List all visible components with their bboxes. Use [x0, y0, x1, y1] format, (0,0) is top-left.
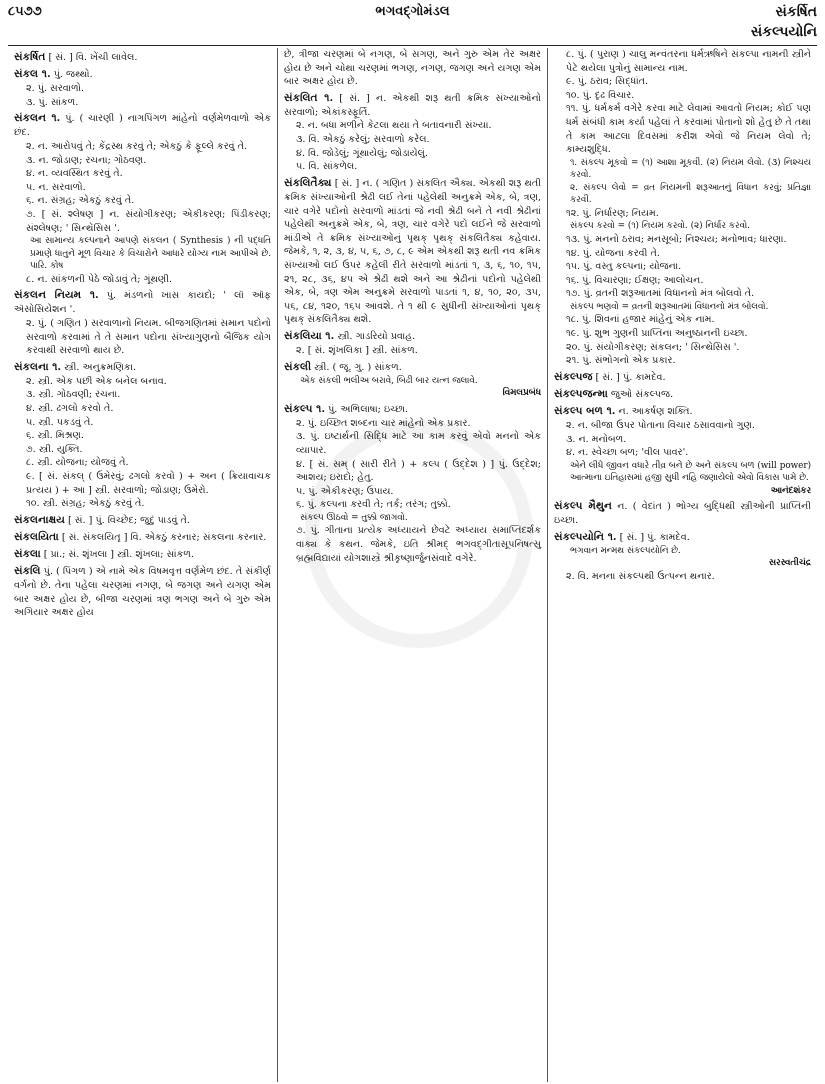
entry-text: [ સં. ] પું. કામદેવ. [592, 371, 666, 383]
entry-text: ૪. [ સં. સમ્ ( સારી રીતે ) + કલ્પ ( ઉદ્દેશ ) ] પું. ઉદ્દેશ; આશય; ઇરાદો; હેતુ. [296, 458, 541, 484]
entry-text: [ સં. ] ન. ( ગણિત ) સંકલિત ઐક્ય. એકથી શરૂ થતી ક્રમિક સંખ્યાઓની શ્રેઢી લઈ તેનાં પહેલેથી અનુક્રમે એક, બે, ત્રણ, ચાર વગેરે પદોનો સરવાળો માંડતાં જે નવી શ્રેઢી બને તે નવી શ્રેઢીનાં પહેલેથી અનુક્રમે એક, બે, ત્રણ, ચાર વગેરે પદો લઈને જે સરવાળો માંડીએ તે ક્રમિક સંખ્યાઓનું પૃથક્ પૃથક્ સંકલિતૈક્ય કહેવાય. જેમકે, ૧, ૨, ૩, ૪, ૫, ૬, ૭, ૮, ૯ એમ એકથી શરૂ થતી નવ ક્રમિક સંખ્યાઓ લઈ ઉપર કહેલી રીતે સરવાળો માંડતાં ૧, ૩, ૬, ૧૦, ૧૫, ૨૧, ૨૮, ૩૬, ૪૫ એ શ્રેઢી થશે અને આ શ્રેઢીનાં પદોનો પહેલેથી એક, બે, ત્રણ એમ અનુક્રમે સરવાળો પાડતાં ૧, ૪, ૧૦, ૨૦, ૩૫, ૫૬, ૮૪, ૧૨૦, ૧૬૫ આવશે. તે ૧ થી ૯ સુધીની સંખ્યાઓનાં પૃથક્ પૃથક્ સંકલિતૈક્ય થશે. [284, 177, 541, 326]
page-header [8, 2, 817, 46]
citation-source [284, 387, 541, 399]
watermark-emblem [305, 420, 533, 648]
headword: સંકલ ૧. [14, 68, 51, 81]
entry-text: ભગવાન મન્મથ સંકલ્પયોનિ છે. [570, 545, 681, 556]
entry-text: સંકલ્પ ઊઠવો = તુક્કો જાગવો. [300, 512, 408, 523]
guide-word-first: સંકર્ષિત [775, 4, 817, 20]
entry-text: સરસ્વતીચંદ્ર [768, 558, 811, 569]
sense-line [284, 344, 541, 358]
sense-line [554, 419, 811, 433]
usage-example [284, 375, 541, 387]
entry-text: ન. આકર્ષણ શક્તિ. [615, 405, 693, 417]
entry-text: ૨૦. પું. સંયોગીકરણ; સંકલન; ' સિન્થેસિસ '. [566, 341, 740, 353]
entry-text: [ પ્રા.; સં. શૃંખલા ] સ્ત્રી. શૃંખલા; સાંકળ. [40, 548, 194, 560]
entry-text: ૫. વિ. સાંકળેલ. [296, 161, 358, 173]
sense-line [554, 247, 811, 261]
sense-line [554, 433, 811, 447]
citation-source [554, 557, 811, 569]
usage-example [554, 545, 811, 557]
entry-text: ૨. ન. આરોપવું તે; કેંદ્રસ્થ કરવું તે; એકઠું કે ફૂલ્લે કરવું તે. [26, 140, 248, 152]
entry-text: સંકલ્પ કરવો = (૧) નિયમ કરવો. (૨) નિર્ધાર કરવો. [570, 221, 750, 232]
entry-text: ૧૬. પું. વિચારણા; ઈક્ષણ; આલોચન. [566, 274, 704, 286]
entry-text: ૪. ન. સ્વેચ્છા બળ; 'વીલ પાવર'. [566, 447, 689, 459]
entry-text: ૩. ન. જોડાણ; રચના; ગોઠવણ. [26, 154, 147, 166]
sense-line [14, 140, 271, 154]
dictionary-entry [284, 176, 541, 327]
sense-line [14, 402, 271, 416]
entry-text: આનંદશંકર [770, 485, 811, 496]
sense-line [14, 470, 271, 497]
sense-line [14, 416, 271, 430]
sense-line [554, 446, 811, 460]
entry-text: ૨. પું. ઇચ્છિત શબ્દના ચાર માંહેનો એક પ્રકાર. [296, 417, 471, 429]
entry-text: ૭. [ સં. શ્લેષણ ] ન. સંયોગીકરણ; એકીકરણ; પિંડીકરણ; સંશ્લેષણ; ' સિન્થેસિસ '. [26, 208, 271, 234]
entry-text: ૮. સ્ત્રી. યોજના; યોજવું તે. [26, 457, 129, 469]
sense-line [14, 208, 271, 235]
entry-text: ૩. સ્ત્રી. ગોઠવણી; રચના. [26, 389, 121, 401]
sense-line [14, 456, 271, 470]
entry-text: એને લીધે જીવન વધારે તીવ્ર બને છે અને સંકલ્પ બળ (will power) આત્માના ઇતિહાસમાં હજી સુધી નહિ જણાયેલો એવો વિકાસ પામે છે. [570, 460, 811, 484]
sense-line [554, 102, 811, 156]
entry-text: ૨. ન. બધા મળીને કેટલા થયા તે બતાવનારી સંખ્યા. [296, 120, 492, 132]
entry-text: ૧૯. પું. શુભ ગુણની પ્રાપ્તિના અનુષ્ઠાનની ઇચ્છા. [566, 328, 748, 340]
dictionary-entry [14, 111, 271, 140]
usage-example [554, 301, 811, 313]
header-rule [8, 45, 817, 46]
dictionary-entry [14, 288, 271, 317]
dictionary-entry [554, 530, 811, 545]
sense-line [284, 133, 541, 147]
entry-text: ૯. [ સં. સંકલ્ ( ઉમેરવું; ઢગલો કરવો ) + અન ( ક્રિયાવાચક પ્રત્યય ) + આ ] સ્ત્રી. સરવાળો; જોડાણ; ઉમેરો. [26, 471, 271, 496]
sense-line [14, 167, 271, 181]
sense-line [14, 443, 271, 457]
dictionary-entry [554, 404, 811, 419]
entry-text: ૪. સ્ત્રી. ઢગલો કરવો તે. [26, 402, 114, 414]
entry-text: વિમલપ્રબંધ [502, 388, 541, 399]
sense-line [284, 48, 541, 89]
page-title: ભગવદ્ગોમંડલ [375, 4, 450, 19]
headword: સંકલ્પયોનિ ૧. [554, 530, 617, 543]
sense-line [554, 570, 811, 584]
sense-line [14, 154, 271, 168]
entry-text: [ સં. ] પું. કામદેવ. [616, 531, 690, 543]
entry-text: ૩. વિ. એકઠું કરેલું; સરવાળો કરેલ. [296, 134, 430, 146]
entry-text: ૧૧. પું. ધર્મકર્મ વગેરે કરવા માટે લેવામાં આવતો નિયમ; કોઈ પણ ધર્મ સંબંધી કામ કર્યા પહેલાં તે કરવામાં પોતાનો શો હેતુ છે તે તથા તે કામ આટલા દિવસમાં કરીશ એવો જે નિયમ લેવો તે; કામ્યશુદ્ધિ. [566, 103, 811, 156]
entry-text: પું. જથ્થો. [50, 69, 93, 81]
entry-text: [ સં. ] વિ. ખેંચી લાવેલ. [45, 52, 138, 63]
sense-line [14, 429, 271, 443]
sense-line [284, 119, 541, 133]
sense-line [554, 48, 811, 75]
entry-text: ૯. પું. ઠરાવ; સિદ્ધાંત. [566, 76, 649, 88]
headword: સંકલ્પજન્મા [554, 387, 608, 400]
entry-text: ૬. પું. કલ્પના કરવી તે; તર્ક; તરંગ; તુક્કો. [296, 499, 451, 511]
dictionary-entry [554, 499, 811, 528]
entry-text: ૧. સંકલ્પ મૂકવો = (૧) આશા મૂકવી. (૨) નિયમ લેવો. (૩) નિશ્ચય કરવો. [570, 157, 811, 181]
entry-text: ૭. સ્ત્રી. યુક્તિ. [26, 443, 83, 455]
headword: સંકર્ષિત [14, 51, 46, 63]
headword: સંકલી [284, 360, 312, 373]
entry-text: છે, ત્રીજા ચરણમાં બે નગણ, બે સગણ, અને ગુરુ એમ તેર અક્ષર હોય છે અને ચોથા ચરણમાં ભગણ, નગણ, જગણ અને યગણ એમ બાર અક્ષર હોય છે. [284, 49, 541, 88]
dictionary-entry [14, 564, 271, 620]
column-1 [8, 48, 277, 1082]
entry-text: ૭. પું. ગીતાના પ્રત્યેક અધ્યાયને છેવટે અધ્યાય સમાપ્તિદર્શક વાક્ય કે કથન. જેમકે, ઇતિ શ્રીમદ્ ભગવદ્ગીતાસૂપનિષત્સુ બ્રહ્મવિદ્યાયાં યોગશાસ્ત્રે શ્રીકૃષ્ણાર્જુનસંવાદે વગેરે. [296, 525, 541, 564]
entry-text: ૨. સ્ત્રી. એક પછી એક બનેલ બનાવ. [26, 375, 167, 387]
sense-line [14, 96, 271, 110]
entry-text: સંકલ્પ ભણવો = વ્રતની શરૂઆતમાં વિધાનનો મંત્ર બોલવો. [570, 301, 769, 312]
entry-text: ૫. ન. સરવાળો. [26, 181, 86, 193]
entry-text: સ્ત્રી. ( જૂ. ગુ. ) સાંકળ. [311, 361, 402, 373]
entry-text: ૧૪. પું. યોજના કરવી તે. [566, 247, 660, 259]
column-3 [547, 48, 817, 1082]
dictionary-entry [14, 50, 271, 65]
dictionary-entry [284, 360, 541, 375]
entry-text: ૬. ન. સંગ્રહ; એકઠું કરવું તે. [26, 195, 135, 207]
sense-line [14, 194, 271, 208]
sense-line [554, 233, 811, 247]
entry-text: ૫. સ્ત્રી. પકડવું તે. [26, 416, 94, 428]
sense-line [554, 354, 811, 368]
entry-text: પું. ( ચારણી ) નાગપિંગળ માંહેનો વર્ણમેળવાળો એક છંદ. [14, 113, 271, 139]
headword: સંકલા [14, 547, 41, 560]
headword: સંકલિતૈક્ય [284, 176, 332, 189]
dictionary-entry [14, 530, 271, 545]
sense-line [554, 313, 811, 327]
entry-text: ૧૮. પું. શિવનાં હજાર માંહેનું એક નામ. [566, 314, 715, 326]
sense-line [14, 181, 271, 195]
entry-text: ૩. પું. ઇષ્ટાર્થની સિદ્ધિ માટે આ કામ કરવું એવો મનનો એક વ્યાપાર. [296, 431, 541, 456]
headword: સંકલનાક્ષય [14, 513, 65, 526]
entry-text: ૮. પું. ( પુરાણ ) ચાલુ મન્વંતરના ધર્મઋષિને સંકલ્પા નામની સ્ત્રીને પેટે થયેલા પુત્રોનું સામાન્ય નામ. [566, 49, 811, 74]
entry-text: ૧૨. પું. નિર્ધારણ; નિયમ. [566, 207, 659, 219]
entry-text: પું. અભિલાષા; ઇચ્છા. [325, 403, 409, 415]
page-number: ૮૫૭૭ [8, 4, 42, 19]
entry-text: પું. ( પિંગળ ) એ નામે એક વિષમવૃત્ત વર્ણમેળ છંદ. તે સંકીર્ણ વર્ગનો છે. તેના પહેલા ચરણમાં નગણ, બે જગણ અને યગણ એમ બાર અક્ષર હોય છે, બીજા ચરણમાં ત્રણ ભગણ અને બે ગુરુ એમ અગિયાર અક્ષર હોય [14, 565, 271, 619]
headword: સંકલયિતા [14, 530, 59, 543]
headword: સંકલિયા ૧. [284, 330, 335, 343]
entry-text: ૨. [ સં. શૃંખલિકા ] સ્ત્રી. સાંકળ. [296, 345, 418, 357]
entry-text: ૨. પું. ( ગણિત ) સરવાળાનો નિયમ. બીજગણિતમાં સમાન પદોનો સરવાળો કરવામાં તે તે સમાન પદોના સંખ્યાગુણનો બૈજિક યોગ કરવાથી સરવાળો થાય છે. [26, 317, 271, 357]
dictionary-entry [14, 360, 271, 375]
headword: સંકલન ૧. [14, 112, 61, 125]
entry-text: પું. મંડળનો ખાસ કાયદો; ' લૉ ઑફ ઍસોસિયેશન '. [14, 290, 271, 316]
entry-text: ૧૦. પું. દૃઢ વિચાર. [566, 89, 635, 101]
sense-line [284, 147, 541, 161]
entry-text: ૧૭. પું. વ્રતની શરૂઆતમાં વિધાનનો મંત્ર બોલવો તે. [566, 288, 755, 300]
entry-text: ૧૩. પું. મનનો ઠરાવ; મનસૂબો; નિશ્ચય; મનોભાવ; ધારણા. [566, 233, 787, 245]
dictionary-entry [284, 329, 541, 344]
sense-line [14, 317, 271, 358]
dictionary-entry [14, 67, 271, 82]
headword: સંકલના ૧. [14, 360, 62, 373]
sense-line [554, 207, 811, 221]
guide-word-last: સંકલ્પયોનિ [750, 24, 817, 40]
headword: સંકલન નિયમ ૧. [14, 289, 99, 302]
headword: સંકલિ [14, 564, 41, 577]
headword: સંકલ્પ ૧. [284, 402, 326, 415]
sense-line [14, 273, 271, 287]
entry-text: ૩. ન. મનોબળ. [566, 433, 627, 445]
entry-text: જુઓ સંકલ્પજ. [607, 388, 674, 400]
dictionary-entry [284, 402, 541, 417]
usage-example [554, 157, 811, 182]
dictionary-entry [554, 370, 811, 385]
sense-line [554, 287, 811, 301]
entry-text: [ સં. સંકલયિતૃ ] વિ. એકઠું કરનાર; સંકલના કરનાર. [58, 531, 267, 543]
entry-text: ૬. સ્ત્રી. મિશ્રણ. [26, 430, 84, 442]
sense-line [554, 274, 811, 288]
sense-line [554, 341, 811, 355]
usage-example [554, 220, 811, 232]
entry-text: આ સામાન્ય કલ્પનાને આપણે સંકલન ( Synthesis ) ની પદ્ધતિ પ્રમાણે ધાતુને મૂળ વિચાર કે વિચારોને આધારે યોગ્ય નામ આપીએ છે. પારિ. કોષ [30, 236, 271, 272]
entry-text: ૨. સંકલ્પ લેવો = વ્રત નિયમની શરૂઆતનું વિધાન કરવું; પ્રતિજ્ઞા કરવી. [570, 182, 811, 206]
entry-text: ૧૦. સ્ત્રી. સંગ્રહ; એકઠું કરવું તે. [26, 498, 145, 510]
entry-text: ૪. વિ. જોડેલું; ગૂંથાયેલું; જોડાયેલું. [296, 147, 428, 159]
sense-line [554, 75, 811, 89]
dictionary-entry [14, 547, 271, 562]
entry-text: ૪. ન. વ્યવસ્થિત કરવું તે. [26, 168, 123, 180]
entry-text: ન. ( વેદાંત ) ભોગ્ય બુદ્ધિથી સ્ત્રીઓની પ્રાપ્તિની ઇચ્છા. [554, 501, 811, 527]
entry-text: [ સં. ] ન. એકથી શરૂ થતી ક્રમિક સંખ્યાઓનો સરવાળો; એકાંકસ્ફૂર્તિ. [284, 92, 541, 118]
entry-text: ૮. ન. સાંકળની પેઠે જોડાવું તે; ગૂંથણી. [26, 273, 173, 285]
entry-text: ૨૧. પું. સંભોગનો એક પ્રકાર. [566, 355, 676, 367]
sense-line [14, 388, 271, 402]
entry-text: ૨. ન. બીજા ઉપર પોતાના વિચાર ઠસાવવાનો ગુણ. [566, 419, 755, 431]
headword: સંકલિત ૧. [284, 91, 334, 104]
entry-text: સ્ત્રી. ગાડરિયો પ્રવાહ. [334, 331, 416, 343]
usage-example [554, 460, 811, 485]
usage-example [14, 235, 271, 272]
dictionary-entry [554, 387, 811, 402]
sense-line [14, 82, 271, 96]
entry-text: ૧૫. પું. વસ્તુ કલ્પના; યોજના. [566, 261, 682, 273]
dictionary-entry [284, 91, 541, 120]
usage-example [554, 182, 811, 207]
sense-line [14, 375, 271, 389]
entry-text: ૨. વિ. મનના સંકલ્પથી ઉત્પન્ન થનાર. [566, 570, 715, 582]
sense-line [554, 327, 811, 341]
entry-text: એક સંકલી ભલીઅ બરાવે, બિઢી બાર યત્ન જલાવે. [300, 375, 478, 386]
entry-text: [ સં. ] પું. વિચ્છેદ; જુદું પાડવું તે. [64, 514, 190, 526]
sense-line [284, 160, 541, 174]
headword: સંકલ્પ બળ ૧. [554, 404, 616, 417]
dictionary-entry [14, 513, 271, 528]
sense-line [554, 260, 811, 274]
entry-text: ૫. પું. એકીકરણ; ઉપાય. [296, 485, 394, 497]
entry-text: ૩. પું. સાંકળ. [26, 96, 79, 108]
entry-text: સ્ત્રી. અનુક્રમણિકા. [61, 361, 136, 373]
headword: સંકલ્પ મૈથુન [554, 500, 612, 513]
sense-line [554, 89, 811, 103]
headword: સંકલ્પજ [554, 370, 593, 383]
entry-text: ૨. પું. સરવાળો. [26, 83, 85, 95]
sense-line [14, 497, 271, 511]
citation-source [554, 485, 811, 497]
